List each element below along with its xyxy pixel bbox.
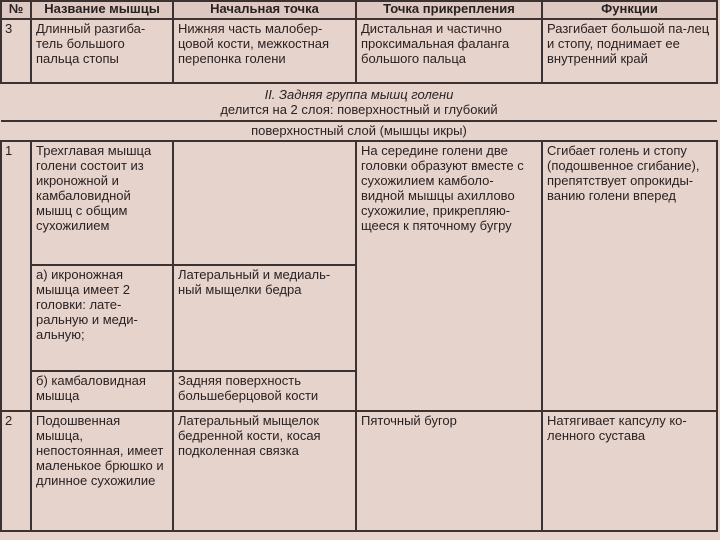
- origin-cell: Нижняя часть малобер-цовой кости, межкостная перепонка голени: [173, 19, 356, 83]
- table-row: [1, 19, 717, 83]
- muscle-name-cell: Длинный разгиба-тель большого пальца стопы: [31, 19, 173, 83]
- origin-cell: Латеральный и медиаль-ный мыщелки бедра: [173, 265, 356, 371]
- muscle-name-cell: б) камбаловидная мышца: [31, 371, 173, 411]
- origin-cell-empty: [173, 141, 356, 265]
- header-origin: Начальная точка: [173, 1, 356, 19]
- function-cell: Натягивает капсулу ко-ленного сустава: [542, 411, 717, 531]
- muscle-name-cell: Подошвенная мышца, непостоянная, имеет маленькое брюшко и длинное сухожилие: [31, 411, 173, 531]
- table-row: [1, 411, 717, 531]
- row-number: 3: [1, 19, 31, 83]
- origin-cell: Латеральный мыщелок бедренной кости, косая подколенная связка: [173, 411, 356, 531]
- origin-cell: Задняя поверхность большеберцовой кости: [173, 371, 356, 411]
- section-title: II. Задняя группа мышц голени: [264, 87, 454, 102]
- header-number: №: [1, 1, 31, 19]
- header-function: Функции: [542, 1, 717, 19]
- function-cell: Сгибает голень и стопу (подошвенное сгибание), препятствует опрокиды-ванию голени вперед: [542, 141, 717, 411]
- layer-banner: поверхностный слой (мышцы икры): [1, 121, 717, 141]
- section-banner: [1, 83, 717, 121]
- insertion-cell: Пяточный бугор: [356, 411, 542, 531]
- row-number: 1: [1, 141, 31, 411]
- row-number: 2: [1, 411, 31, 531]
- header-row: [1, 1, 717, 19]
- muscle-name-cell: а) икроножная мышца имеет 2 головки: лате-ральную и меди-альную;: [31, 265, 173, 371]
- layer-banner-row: [1, 121, 717, 141]
- muscle-name-cell: Трехглавая мышца голени состоит из икроножной и камбаловидной мышц с общим сухожилием: [31, 141, 173, 265]
- insertion-cell: Дистальная и частично проксимальная фаланга большого пальца: [356, 19, 542, 83]
- section-subtitle: делится на 2 слоя: поверхностный и глубокий: [220, 102, 498, 117]
- insertion-cell: На середине голени две головки образуют вместе с сухожилием камболо-видной мышцы ахиллово сухожилие, прикрепляю-щееся к пяточному бугру: [356, 141, 542, 411]
- header-muscle-name: Название мышцы: [31, 1, 173, 19]
- function-cell: Разгибает большой па-лец и стопу, поднимает ее внутренний край: [542, 19, 717, 83]
- table-row: [1, 141, 717, 265]
- section-banner-row: [1, 83, 717, 121]
- header-insertion: Точка прикрепления: [356, 1, 542, 19]
